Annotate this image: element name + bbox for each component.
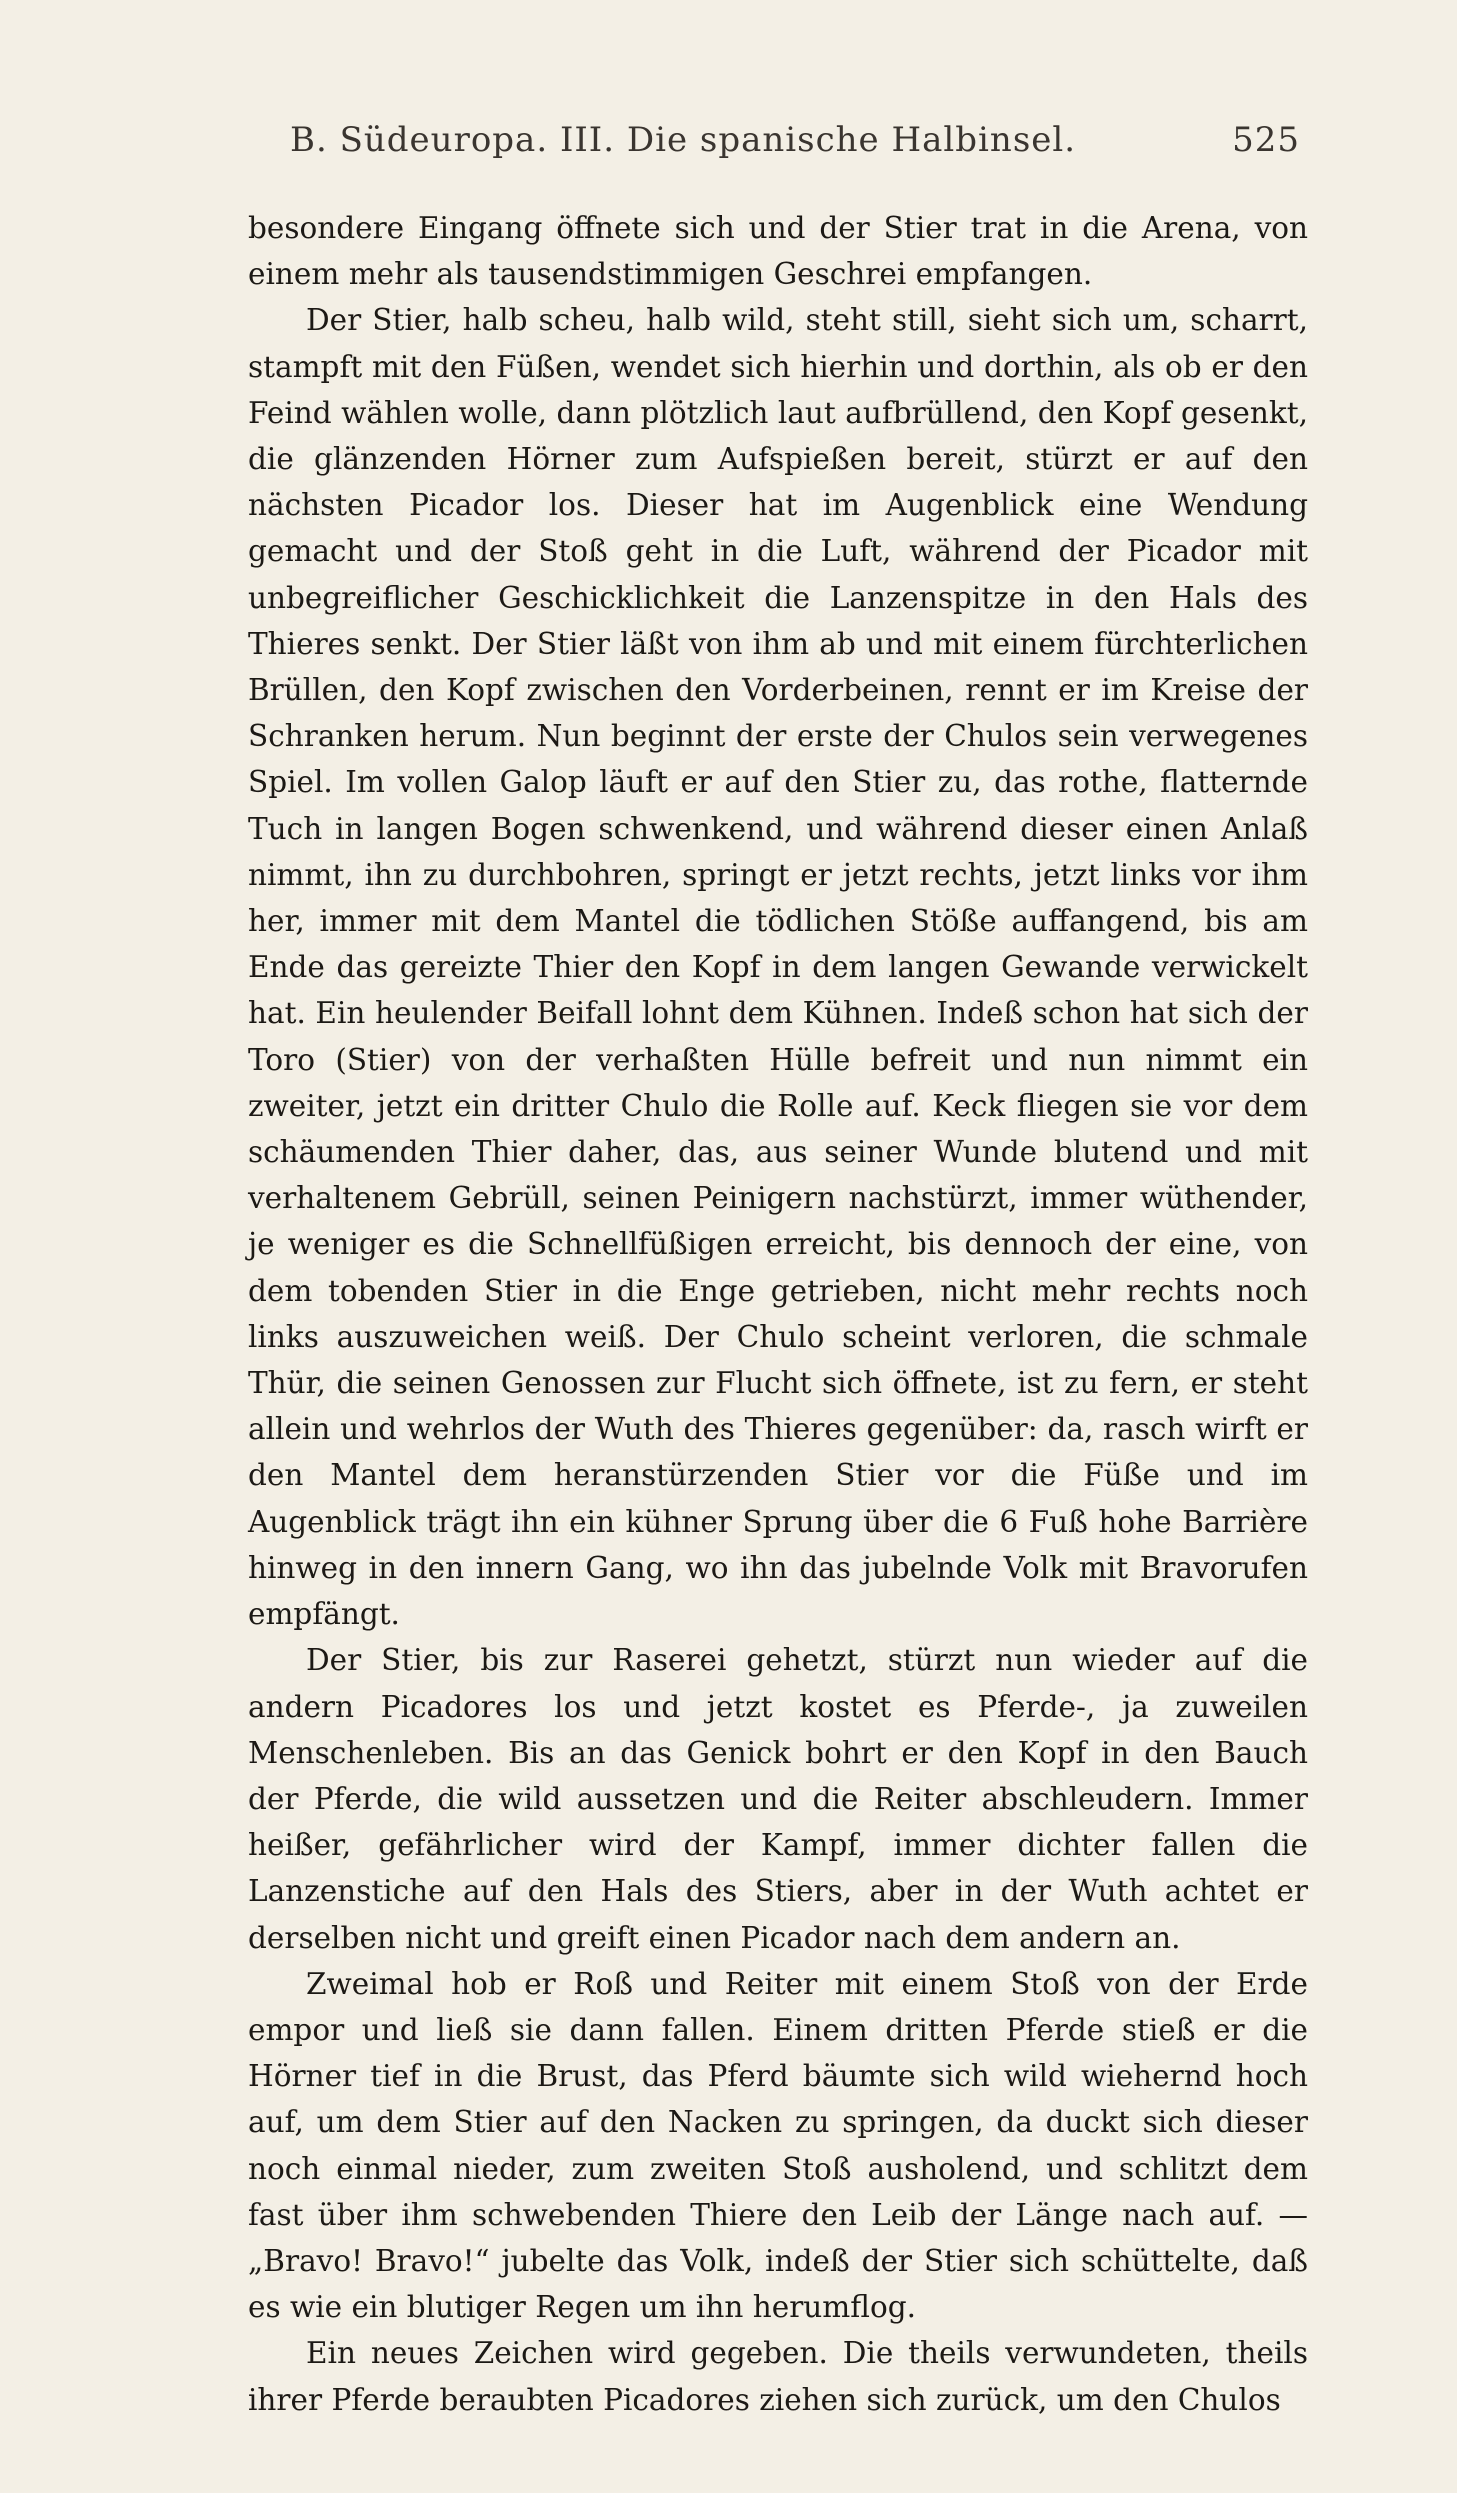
paragraph: Ein neues Zeichen wird gegeben. Die theils verwundeten, theils ihrer Pferde beraubten Picadores ziehen sich zurück, um den Chulos [248,2336,1308,2417]
running-head-title: B. Südeuropa. III. Die spanische Halbinsel. [290,120,1077,160]
running-head [290,120,1300,180]
body-text [248,205,1308,2423]
paragraph: Der Stier, bis zur Raserei gehetzt, stürzt nun wieder auf die andern Picadores los und jetzt kostet es Pferde-, ja zuweilen Menschenleben. Bis an das Genick bohrt er den Kopf in den Bauch der Pferde, die wild aussetzen und die Reiter abschleudern. Immer heißer, gefährlicher wird der Kampf, immer dichter fallen die Lanzenstiche auf den Hals des Stiers, aber in der Wuth achtet er derselben nicht und greift einen Picador nach dem andern an. [248,1643,1308,1955]
page-number: 525 [1232,120,1300,160]
paragraph: Der Stier, halb scheu, halb wild, steht still, sieht sich um, scharrt, stampft mit den Füßen, wendet sich hierhin und dorthin, als ob er den Feind wählen wolle, dann plötzlich laut aufbrüllend, den Kopf gesenkt, die glänzenden Hörner zum Aufspießen bereit, stürzt er auf den nächsten Picador los. Dieser hat im Augenblick eine Wendung gemacht und der Stoß geht in die Luft, während der Picador mit unbegreiflicher Geschicklichkeit die Lanzenspitze in den Hals des Thieres senkt. Der Stier läßt von ihm ab und mit einem fürchterlichen Brüllen, den Kopf zwischen den Vorderbeinen, rennt er im Kreise der Schranken herum. Nun beginnt der erste der Chulos sein verwegenes Spiel. Im vollen Galop läuft er auf den Stier zu, das rothe, flatternde Tuch in langen Bogen schwenkend, und während dieser einen Anlaß nimmt, ihn zu durchbohren, springt er jetzt rechts, jetzt links vor ihm her, immer mit dem Mantel die tödlichen Stöße auffangend, bis am Ende das gereizte Thier den Kopf in dem langen Gewande verwickelt hat. Ein heulender Beifall lohnt dem Kühnen. Indeß schon hat sich der Toro (Stier) von der verhaßten Hülle befreit und nun nimmt ein zweiter, jetzt ein dritter Chulo die Rolle auf. Keck fliegen sie vor dem schäumenden Thier daher, das, aus seiner Wunde blutend und mit verhaltenem Gebrüll, seinen Peinigern nachstürzt, immer wüthender, je weniger es die Schnellfüßigen erreicht, bis dennoch der eine, von dem tobenden Stier in die Enge getrieben, nicht mehr rechts noch links auszuweichen weiß. Der Chulo scheint verloren, die schmale Thür, die seinen Genossen zur Flucht sich öffnete, ist zu fern, er steht allein und wehrlos der Wuth des Thieres gegenüber: da, rasch wirft er den Mantel dem heranstürzenden Stier vor die Füße und im Augenblick trägt ihn ein kühner Sprung über die 6 Fuß hohe Barrière hinweg in den innern Gang, wo ihn das jubelnde Volk mit Bravorufen empfängt. [248,303,1308,1632]
paragraph: besondere Eingang öffnete sich und der Stier trat in die Arena, von einem mehr als tausendstimmigen Geschrei empfangen. [248,211,1308,292]
paragraph: Zweimal hob er Roß und Reiter mit einem Stoß von der Erde empor und ließ sie dann fallen. Einem dritten Pferde stieß er die Hörner tief in die Brust, das Pferd bäumte sich wild wiehernd hoch auf, um dem Stier auf den Nacken zu springen, da duckt sich dieser noch einmal nieder, zum zweiten Stoß ausholend, und schlitzt dem fast über ihm schwebenden Thiere den Leib der Länge nach auf. — „Bravo! Bravo!“ jubelte das Volk, indeß der Stier sich schüttelte, daß es wie ein blutiger Regen um ihn herumflog. [248,1966,1308,2325]
